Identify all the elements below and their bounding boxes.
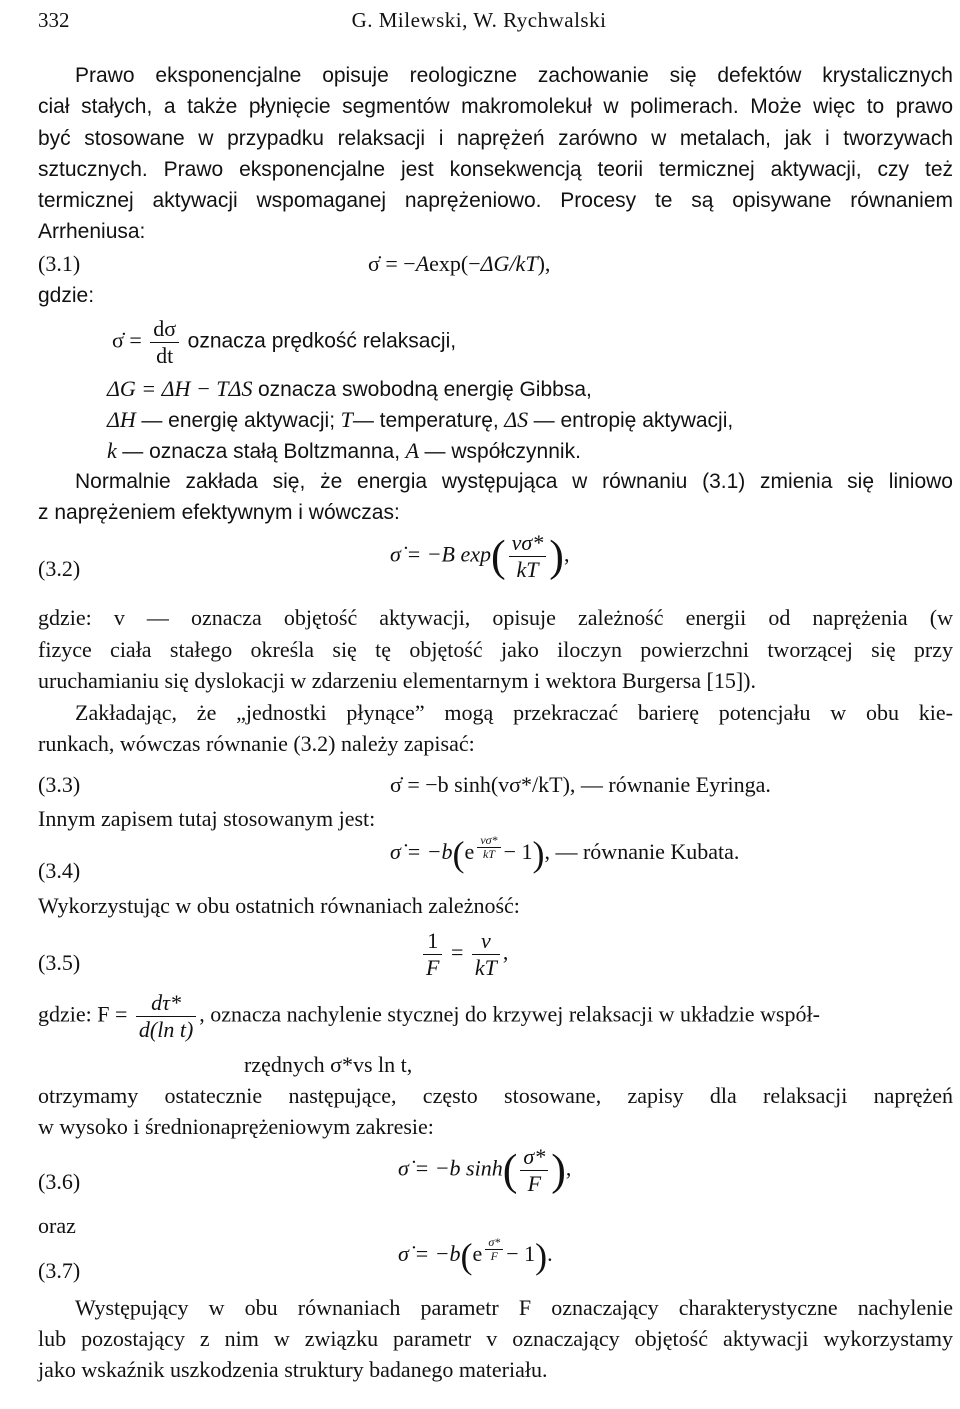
eq-3-3-label: (3.3) (38, 772, 81, 797)
equation-3-2: σ̇ = −B exp( $\frac{v\sigma*}{kT}$ ), (390, 530, 570, 582)
eq-3-2-tail: , (563, 541, 570, 567)
eq-3-7-label: (3.7) (38, 1258, 81, 1283)
eq-3-5-n2: v (472, 928, 500, 955)
eq-3-5-n1: 1 (423, 928, 442, 955)
def-F-fraction (136, 990, 196, 1043)
eq-3-1-exp: exp(− (429, 251, 481, 276)
eq-3-6-label: (3.6) (38, 1169, 81, 1194)
eq-3-6-num: σ* (520, 1144, 548, 1171)
eq-3-4-label: (3.4) (38, 858, 81, 883)
eq-3-1-tail: ), (537, 251, 551, 276)
para5: Wykorzystując w obu ostatnich równaniach zależność: (38, 893, 520, 918)
def-F-lhs: gdzie: F = (38, 1001, 128, 1027)
eq-3-5-d2: kT (474, 955, 497, 980)
def-F-num: dτ* (136, 990, 196, 1017)
eq-3-2-num: vσ* (509, 530, 547, 557)
def4-d: — współczynnik. (424, 440, 581, 463)
para1-line-6: Arrheniusa: (38, 220, 146, 243)
def3-d: — temperaturę, (352, 409, 499, 432)
eq-3-7-lhs: σ̇ = −b (398, 1241, 461, 1266)
eq-3-1-label: (3.1) (38, 251, 81, 276)
running-header (38, 4, 920, 36)
eq-3-5-label: (3.5) (38, 950, 81, 975)
para1-line-2: ciał stałych, a także płynięcie segmentów makromolekuł w polimerach. Może więc to prawo (38, 95, 953, 118)
eq-3-4-e: e (464, 839, 475, 864)
para4: Innym zapisem tutaj stosowanym jest: (38, 806, 376, 831)
eq-3-6-lhs: σ̇ = −b sinh (398, 1155, 503, 1181)
eq-3-5-eq: = (450, 939, 464, 965)
def4-b: — oznacza stałą Boltzmanna, (122, 440, 401, 463)
def3-b: — energię aktywacji; (141, 409, 336, 432)
eq-3-7-exp-den: F (490, 1249, 498, 1263)
para1-line-4: sztucznych. Prawo eksponencjalne jest konsekwencją teorii termicznej aktywacji, czy też (38, 158, 953, 181)
para7-line-1: Występujący w obu równaniach parametr F oznaczający charakterystyczne nachylenie (75, 1295, 953, 1320)
def3-a: ΔH (107, 407, 136, 432)
eq-3-5-d1: F (426, 955, 440, 980)
def1-den: dt (156, 343, 174, 368)
def1-fraction (150, 316, 179, 369)
eq-3-7-exp-num: σ* (485, 1236, 503, 1250)
eq-3-1-dG: ΔG/kT (480, 251, 538, 276)
equation-3-5 (420, 928, 508, 981)
def-F-den: d(ln t) (138, 1017, 194, 1042)
def-gibbs (107, 373, 592, 406)
eq-3-4-exp-den: kT (482, 847, 495, 861)
def3-e: ΔS (504, 407, 529, 432)
def1-num: dσ (150, 316, 179, 343)
para1-line-1: Prawo eksponencjalne opisuje reologiczne zachowanie się defektów krystalicznych (75, 64, 953, 87)
para7-line-2: lub pozostający z nim w związku parametr v oznaczający objętość aktywacji wykorzystamy (38, 1326, 953, 1351)
eq-3-5-frac2 (472, 928, 500, 981)
para3-line-4: Zakładając, że „jednostki płynące” mogą przekraczać barierę potencjału w obu kie- (75, 700, 953, 725)
eq-3-7-rest: − 1 (506, 1241, 536, 1266)
equation-3-1 (368, 248, 550, 280)
oraz: oraz (38, 1213, 76, 1238)
def-sigma-dot (112, 316, 456, 369)
para2-line-2: z naprężeniem efektywnym i wówczas: (38, 501, 400, 524)
eq-3-2-label: (3.2) (38, 556, 81, 581)
eq-3-4-rest: − 1 (503, 839, 533, 864)
def2-text: oznacza swobodną energię Gibbsa, (257, 378, 592, 401)
para1-line-5: termicznej aktywacji wspomaganej naprężeniowo. Procesy te są opisywane równaniem (38, 189, 953, 212)
def-F-continuation: rzędnych σ*vs ln t, (244, 1052, 413, 1077)
eq-3-4-exponent (477, 834, 500, 861)
eq-3-4-lhs: σ̇ = −b (390, 839, 453, 864)
eq-3-4-exp-num: vσ* (477, 834, 500, 848)
equation-3-3: σ̇ = −b sinh(vσ*/kT), — równanie Eyringa. (390, 772, 771, 797)
eq-3-6-fraction (520, 1144, 548, 1197)
gdzie-label-1: gdzie: (38, 284, 95, 307)
eq-3-2-lhs: σ̇ = −B exp (390, 541, 492, 567)
eq-3-1-A: A (415, 251, 430, 276)
eq-3-7-exponent (485, 1236, 503, 1263)
def1-lhs: σ̇ = (112, 327, 142, 353)
def-F-text: , oznacza nachylenie stycznej do krzywej relaksacji w układzie współ- (199, 1001, 820, 1027)
def-boltzmann (107, 435, 581, 468)
def-F (38, 990, 820, 1043)
eq-3-7-e: e (472, 1241, 483, 1266)
para3-line-5: runkach, wówczas równanie (3.2) należy zapisać: (38, 731, 475, 756)
def1-text: oznacza prędkość relaksacji, (187, 329, 457, 353)
running-head-authors: G. Milewski, W. Rychwalski (351, 8, 607, 32)
equation-3-6: σ̇ = −b sinh( $\frac{\sigma*}{F}$ ), (398, 1144, 572, 1196)
def3-f: — entropię aktywacji, (533, 409, 734, 432)
def-energies (107, 404, 733, 437)
equation-3-7: σ̇ = −b(e $\frac{\sigma*}{F}$ − 1). (398, 1235, 553, 1276)
eq-3-5-frac1 (423, 928, 442, 981)
eq-3-2-fraction (509, 530, 547, 583)
eq-3-6-tail: , (565, 1155, 572, 1181)
para3-line-1: gdzie: v — oznacza objętość aktywacji, opisuje zależność energii od naprężenia (w (38, 605, 953, 630)
eq-3-2-den: kT (516, 557, 539, 582)
para7-line-3: jako wskaźnik uszkodzenia struktury badanego materiału. (38, 1357, 548, 1382)
eq-3-1-lhs: σ̇ = − (368, 251, 416, 276)
def2-math: ΔG = ΔH − TΔS (107, 376, 253, 401)
para6-line-1: otrzymamy ostatecznie następujące, często stosowane, zapisy dla relaksacji naprężeń (38, 1083, 953, 1108)
eq-3-7-tail: . (547, 1241, 553, 1266)
def4-a: k (107, 438, 117, 463)
eq-3-5-tail: , (502, 939, 509, 965)
equation-3-4: σ̇ = −b(e $\frac{v\sigma*}{kT}$ − 1), — równanie Kubata. (390, 833, 740, 874)
eq-3-4-tail: , — równanie Kubata. (544, 839, 740, 864)
para1-line-3: być stosowane w przypadku relaksacji i naprężeń zarówno w metalach, jak i tworzywach (38, 127, 953, 150)
def3-c: T (340, 407, 353, 432)
eq-3-6-den: F (527, 1171, 542, 1196)
para3-line-2: fizyce ciała stałego określa się tę objętość jako iloczyn powierzchni tworzącej się przy (38, 637, 953, 662)
para6-line-2: w wysoko i średnionaprężeniowym zakresie: (38, 1114, 434, 1139)
para3-line-3: uruchamianiu się dyslokacji w zdarzeniu elementarnym i wektora Burgersa [15]). (38, 668, 757, 693)
para2-line-1: Normalnie zakłada się, że energia występująca w równaniu (3.1) zmienia się liniowo (75, 470, 953, 493)
def4-c: A (405, 438, 420, 463)
page-number: 332 (38, 8, 70, 32)
